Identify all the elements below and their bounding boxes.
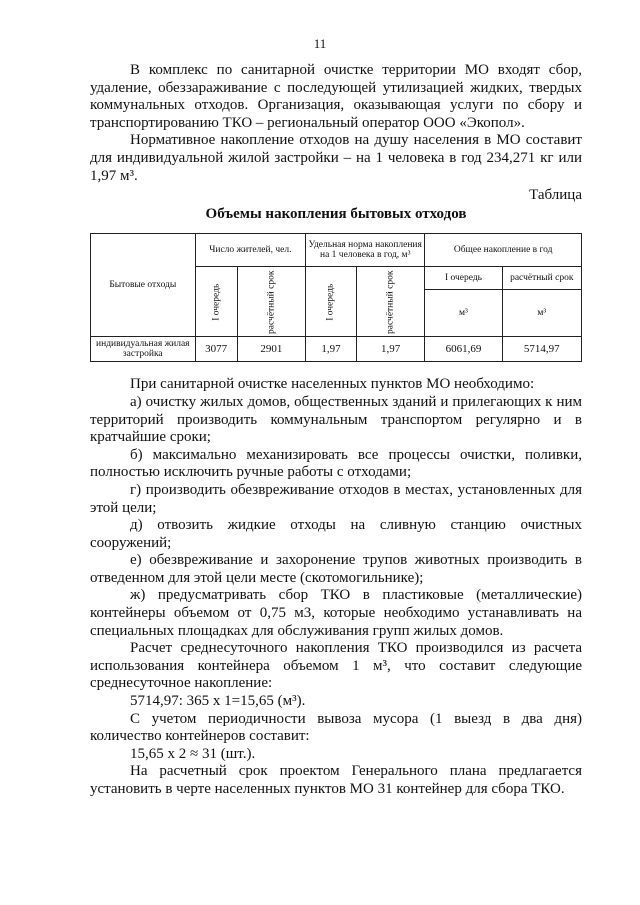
row-norm-first: 1,97 [306, 337, 357, 362]
header-total-estimated: расчётный срок [502, 267, 581, 290]
header-total-first-stage: I очередь [425, 267, 502, 290]
unit-total-estimated: м³ [502, 290, 581, 337]
list-item: д) отвозить жидкие отходы на сливную станцию очистных сооружений; [90, 517, 582, 551]
header-residents-estimated: расчётный срок [237, 267, 305, 337]
header-residents: Число жителей, чел. [195, 234, 305, 267]
formula: 5714,97: 365 х 1=15,65 (м³). [130, 693, 306, 710]
header-norm-estimated: расчётный срок [356, 267, 424, 337]
row-norm-estimated: 1,97 [356, 337, 424, 362]
list-item: б) максимально механизировать все процессы очистки, поливки, полностью исключить ручные работы с отходами; [90, 446, 582, 481]
paragraph: Нормативное накопление отходов на душу населения в МО составит для индивидуальной жилой застройки – на 1 человека в год 234,271 кг или 1,97 м³. [90, 132, 582, 184]
row-residents-first: 3077 [195, 337, 237, 362]
paragraph: При санитарной очистке населенных пунктов МО необходимо: [130, 376, 535, 393]
paragraph: В комплекс по санитарной очистке территории МО входят сбор, удаление, обеззараживание с последующей утилизацией жидких, твердых коммунальных отходов. Организация, оказывающая услуги по сбору и транспортированию ТКО – региональный оператор ООО «Экопол». [90, 62, 582, 131]
header-norm-first-stage: I очередь [306, 267, 357, 337]
header-waste-type: Бытовые отходы [91, 234, 196, 337]
paragraph: С учетом периодичности вывоза мусора (1 выезд в два дня) количество контейнеров составит: [90, 710, 582, 745]
waste-volume-table [90, 233, 582, 362]
list-item: е) обезвреживание и захоронение трупов животных производить в отведенном для этой цели месте (скотомогильнике); [90, 552, 582, 586]
list-item: а) очистку жилых домов, общественных зданий и прилегающих к ним территорий производить коммунальным транспортом регулярно и в кратчайшие сроки; [90, 393, 582, 446]
paragraph: Расчет среднесуточного накопления ТКО производился из расчета использования контейнера объемом 1 м³, что составит следующие среднесуточное накопление: [90, 640, 582, 692]
header-norm: Удельная норма накопления на 1 человека в год, м³ [306, 234, 425, 267]
row-type: индивидуальная жилая застройка [91, 337, 196, 362]
paragraph: На расчетный срок проектом Генерального плана предлагается установить в черте населенных пунктов МО 31 контейнер для сбора ТКО. [90, 763, 582, 797]
formula: 15,65 х 2 ≈ 31 (шт.). [130, 745, 256, 762]
table-caption: Таблица [529, 187, 582, 204]
row-residents-estimated: 2901 [237, 337, 305, 362]
row-total-estimated: 5714,97 [502, 337, 581, 362]
list-item: ж) предусматривать сбор ТКО в пластиковые (металлические) контейнеры объемом от 0,75 м3, которые необходимо устанавливать на специальных площадках для обслуживания групп жилых домов. [90, 587, 582, 639]
table-title: Объемы накопления бытовых отходов [205, 205, 467, 222]
table-row [91, 337, 582, 362]
row-total-first: 6061,69 [425, 337, 502, 362]
header-residents-first-stage: I очередь [195, 267, 237, 337]
header-total: Общее накопление в год [425, 234, 582, 267]
document-body [90, 62, 582, 799]
list-item: г) производить обезвреживание отходов в местах, установленных для этой цели; [90, 481, 582, 516]
page-number: 11 [313, 36, 327, 51]
unit-total-first: м³ [425, 290, 502, 337]
